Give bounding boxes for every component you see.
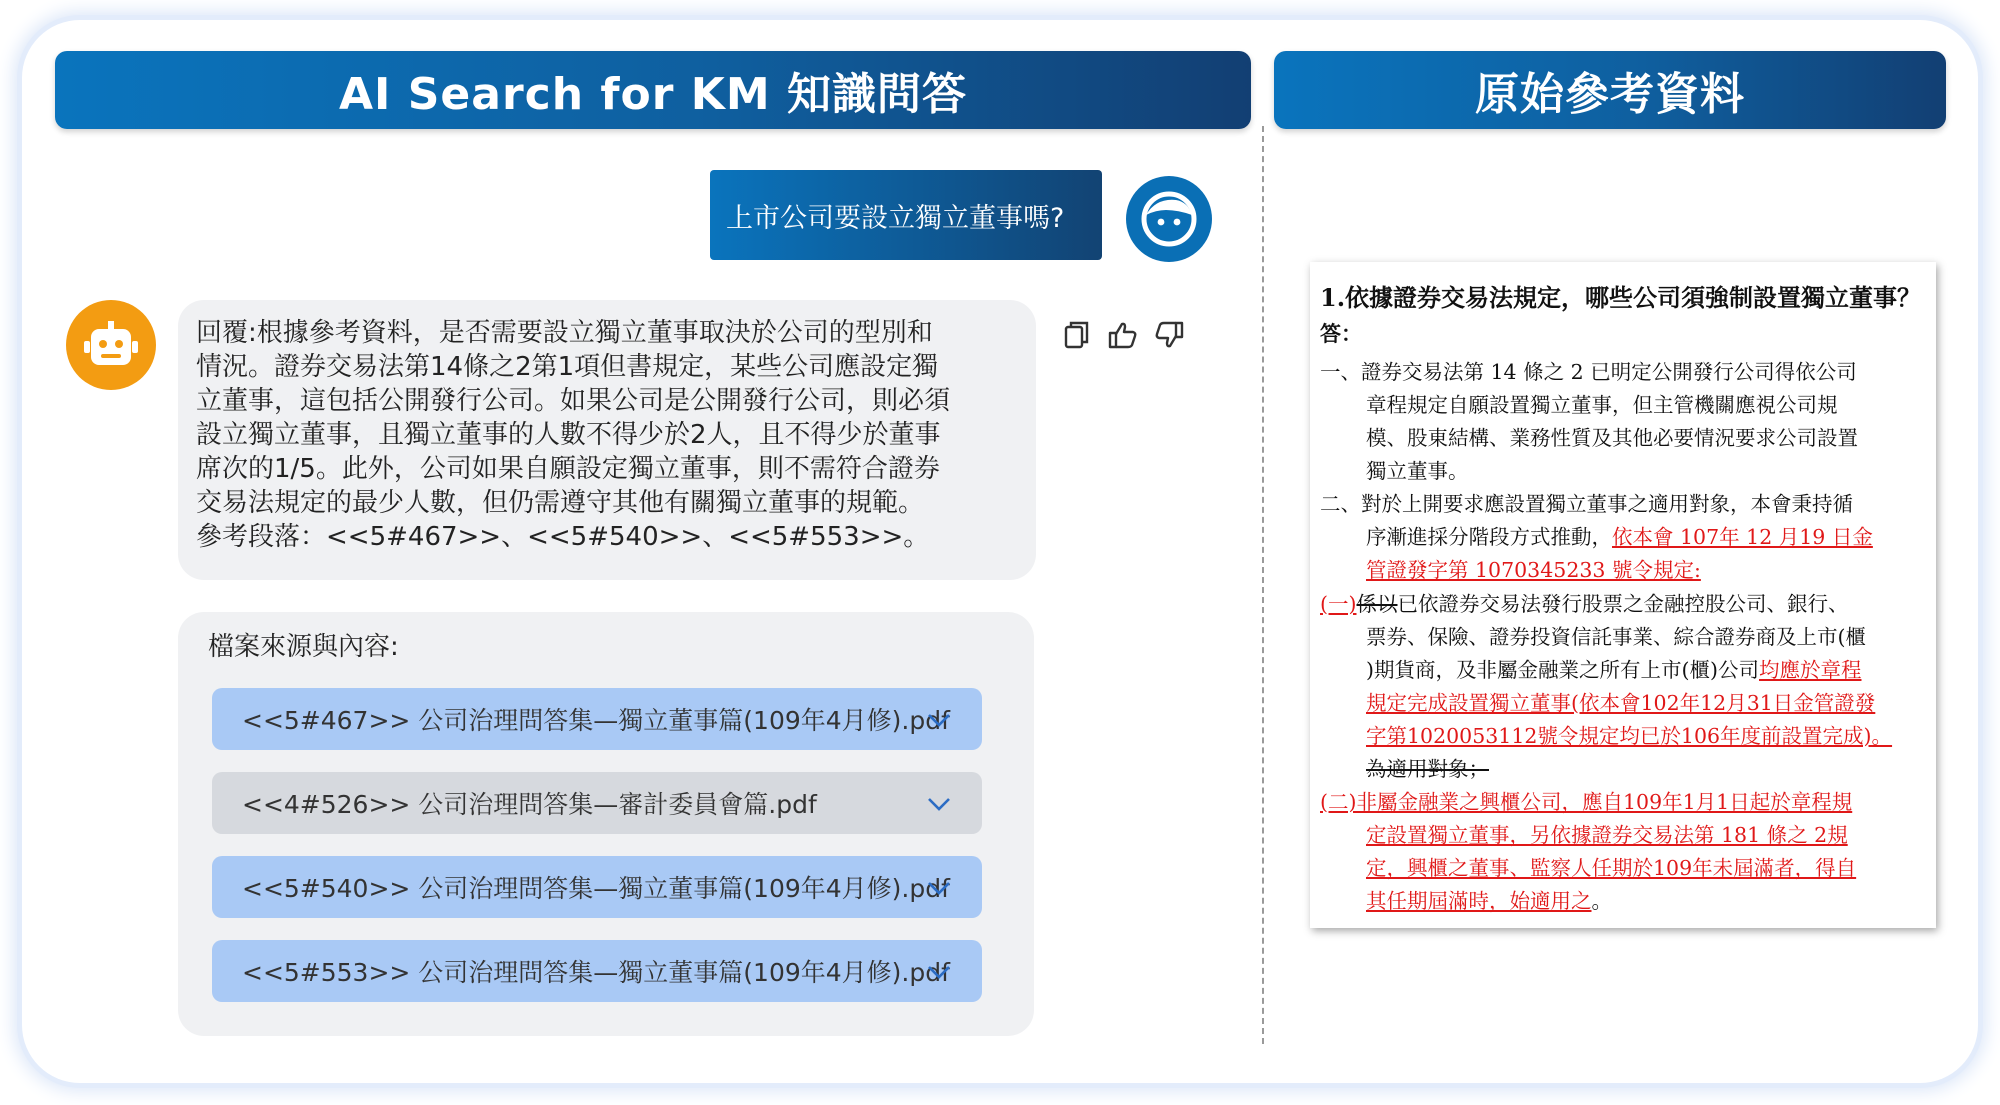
- robot-icon: [81, 315, 141, 375]
- qa-panel-header: AI Search for KM 知識問答: [55, 51, 1251, 129]
- file-sources-title: 檔案來源與內容:: [208, 632, 399, 662]
- copy-icon[interactable]: [1060, 318, 1094, 352]
- answer-actions: [1060, 318, 1186, 352]
- file-source-label: <<5#540>> 公司治理問答集—獨立董事篇(109年4月修).pdf: [242, 874, 950, 903]
- chevron-down-icon[interactable]: [926, 959, 952, 985]
- reference-document: [1310, 262, 1936, 928]
- file-sources-panel: [178, 612, 1034, 1036]
- document-paragraph-2: 二、對於上開要求應設置獨立董事之適用對象，本會秉持循 序漸進採分階段方式推動，依本會 107年 12 月19 日金 管證發字第 1070345233 號令規定:: [1320, 492, 1873, 582]
- file-source-label: <<4#526>> 公司治理問答集—審計委員會篇.pdf: [242, 790, 817, 819]
- user-question-bubble: 上市公司要設立獨立董事嗎?: [710, 170, 1102, 260]
- file-source-label: <<5#467>> 公司治理問答集—獨立董事篇(109年4月修).pdf: [242, 706, 950, 735]
- chevron-down-icon[interactable]: [926, 791, 952, 817]
- chevron-down-icon[interactable]: [926, 875, 952, 901]
- file-source-item[interactable]: [212, 688, 982, 750]
- reference-panel-header: 原始參考資料: [1274, 51, 1946, 129]
- bot-avatar: [66, 300, 156, 390]
- bot-answer-bubble: 回覆:根據參考資料，是否需要設立獨立董事取決於公司的型別和 情況。證券交易法第14條之2第1項但書規定，某些公司應設定獨 立董事，這包括公開發行公司。如果公司是公開發行公司，則必須 設立獨立董事，且獨立董事的人數不得少於2人，且不得少於董事 席次的1/5。此外，公司如果自願設定獨立董事，則不需符合證券 交易法規定的最少人數，但仍需遵守其他有關獨立董事的規範。 參考段落：<<5#467>>、<<5#540>>、<<5#553>>。: [178, 300, 1036, 580]
- document-paragraph-3: (一)係以已依證券交易法發行股票之金融控股公司、銀行、 票券、保險、證券投資信託事業、綜合證券商及上市(櫃 )期貨商，及非屬金融業之所有上市(櫃)公司均應於章程 規定完成設置獨立董事(依本會102年12月31日金管證發 字第1020053112號令規定均已於106年度前設置完成)。 為適用對象；: [1320, 592, 1893, 781]
- panel-divider: [1262, 126, 1264, 1044]
- thumbs-down-icon[interactable]: [1152, 318, 1186, 352]
- file-source-item[interactable]: [212, 772, 982, 834]
- thumbs-up-icon[interactable]: [1106, 318, 1140, 352]
- file-source-item[interactable]: [212, 940, 982, 1002]
- document-paragraph-1: 一、證券交易法第 14 條之 2 已明定公開發行公司得依公司 章程規定自願設置獨立董事，但主管機關應視公司規 模、股東結構、業務性質及其他必要情況要求公司設置 獨立董事。: [1320, 360, 1858, 483]
- user-avatar: [1126, 176, 1212, 262]
- document-paragraph-4: (二)非屬金融業之興櫃公司，應自109年1月1日起於章程規 定設置獨立董事，另依據證券交易法第 181 條之 2規 定，興櫃之董事、監察人任期於109年未屆滿者，得自 其任期屆滿時，始適用之。: [1320, 790, 1857, 913]
- document-question: 1.依據證券交易法規定，哪些公司須強制設置獨立董事？: [1320, 283, 1922, 312]
- file-source-label: <<5#553>> 公司治理問答集—獨立董事篇(109年4月修).pdf: [242, 958, 950, 987]
- chevron-down-icon[interactable]: [926, 707, 952, 733]
- user-face-icon: [1138, 188, 1200, 250]
- document-answer-label: 答：: [1320, 321, 1362, 346]
- file-source-item[interactable]: [212, 856, 982, 918]
